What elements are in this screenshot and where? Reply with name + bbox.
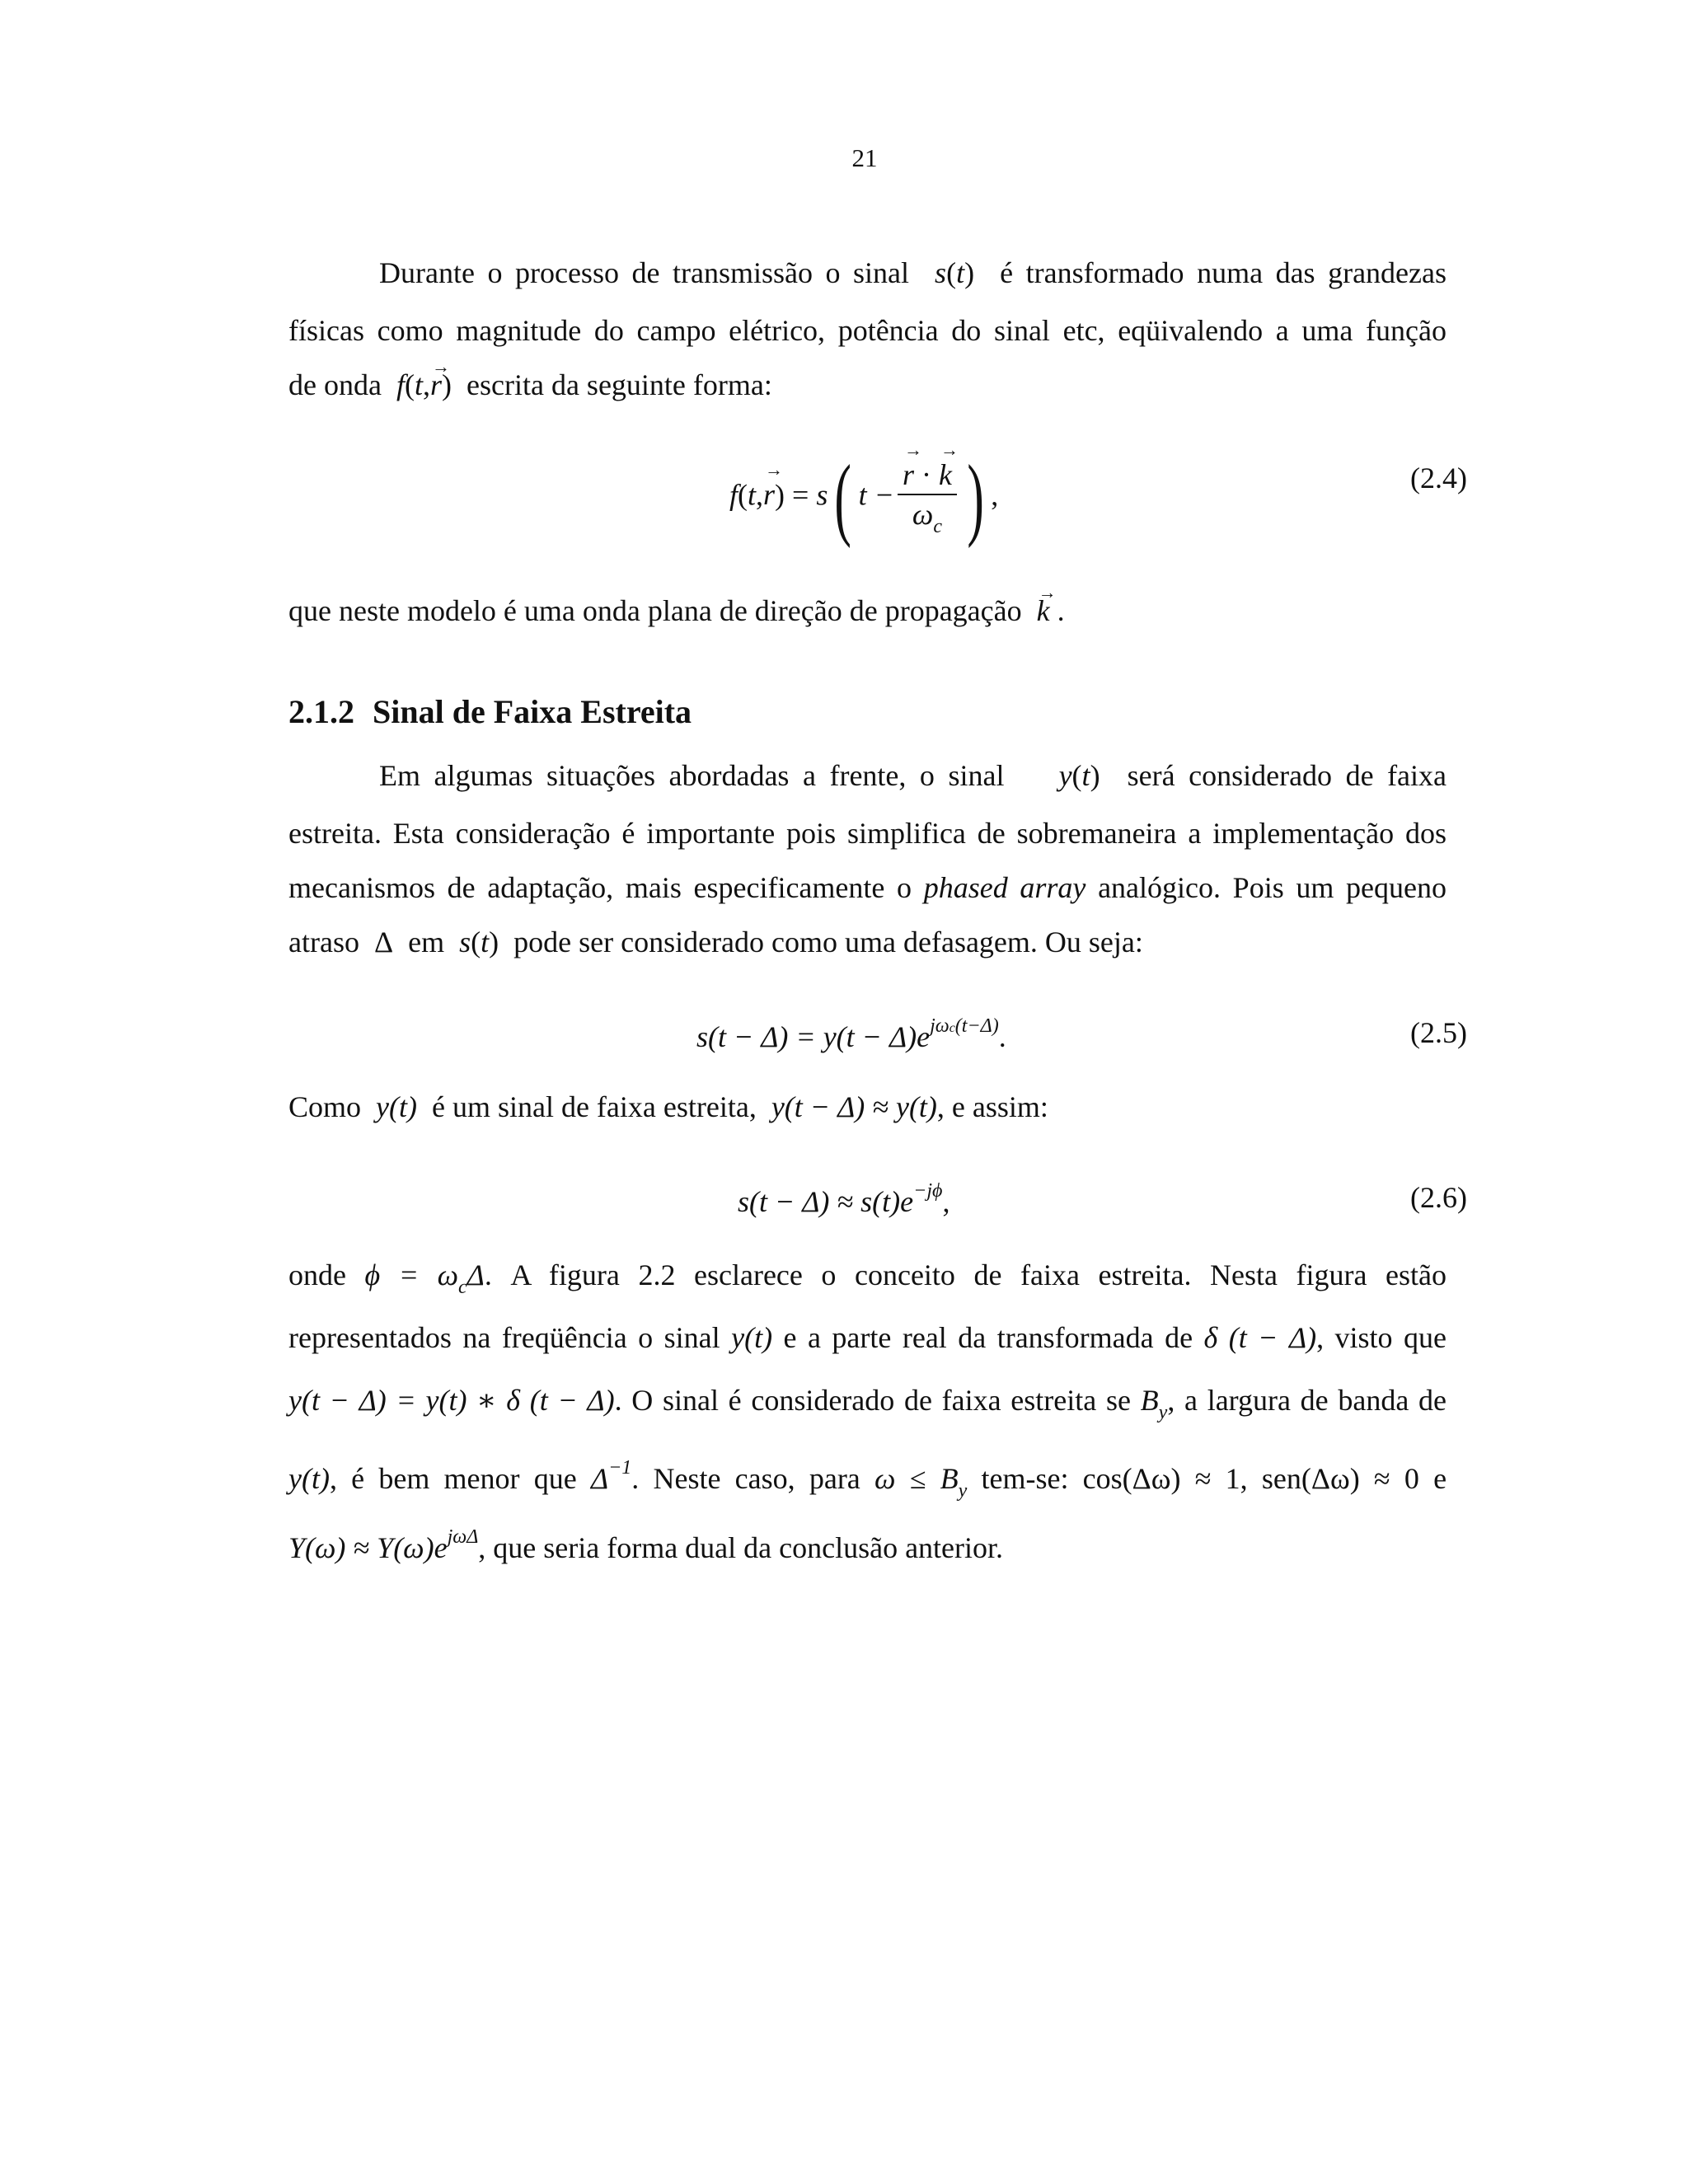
- math-y-of-t: y(t): [1058, 759, 1100, 792]
- intro-line-2: físicas como magnitude do campo elétrico, potência do sinal etc, eqüivalendo a uma função: [288, 314, 1447, 347]
- para3-line-3: y(t − Δ) = y(t) ∗ δ (t − Δ). O sinal é considerado de faixa estreita se $B_y$, a largura de banda de: [288, 1384, 1447, 1423]
- equation-2-6-body: $s(t - \Delta) \approx s(t)e^{-j\phi}$,: [738, 1180, 950, 1218]
- para2-line-2: estreita. Esta consideração é importante pois simplifica de sobremaneira a implementação dos: [288, 817, 1447, 850]
- section-title: Sinal de Faixa Estreita: [373, 693, 692, 730]
- equation-2-4: [288, 447, 1467, 556]
- equation-2-5-body: $s(t - \Delta) = y(t - \Delta)e^{j\omega c(t-\Delta)}$.: [696, 1015, 1006, 1053]
- para2-line-3: mecanismos de adaptação, mais especificamente o phased array analógico. Pois um pequeno: [288, 871, 1447, 904]
- equation-number-2-6: (2.6): [1410, 1181, 1467, 1214]
- para3-line-4: y(t), é bem menor que $\Delta^{-1}$. Neste caso, para $\omega \le B_y$ tem-se: cos(Δω) ≈ 1, sen(Δω) ≈ 0 e: [288, 1457, 1447, 1502]
- para2-line-1: Em algumas situações abordadas a frente, o sinal y(t) será considerado de faixa: [379, 759, 1447, 792]
- page-number: 21: [851, 143, 878, 172]
- fraction-r-dot-k-over-omega-c: → $\frac{r \cdot \to k}{\omega_c}$: [898, 457, 957, 538]
- math-k-vector: → k: [1037, 590, 1050, 631]
- intro-line-3: de onda f(t,→ r) escrita da seguinte forma:: [288, 364, 1447, 405]
- para2-line-4: atraso Δ em s(t) pode ser considerado como uma defasagem. Ou seja:: [288, 926, 1143, 958]
- section-number: 2.1.2: [288, 693, 354, 730]
- intro-line-1: Durante o processo de transmissão o sinal s(t) é transformado numa das grandezas: [379, 256, 1447, 289]
- math-s-of-t: s(t): [935, 256, 975, 289]
- phased-array-term: phased array: [923, 871, 1086, 904]
- math-f-of-t-r: f(t,→ r): [396, 368, 452, 401]
- equation-2-6: [288, 1180, 1467, 1230]
- para3-line-1: onde $\phi = \omega_c\Delta$. A figura 2.2 esclarece o conceito de faixa estreita. Nesta figura estão: [288, 1258, 1447, 1298]
- section-heading: [288, 692, 692, 731]
- equation-2-5: [288, 1015, 1467, 1065]
- equation-2-4-body: f(t,→ r) = s( t − → $\frac{r \cdot \to k}{\omega_c}$ ) ,: [729, 457, 998, 538]
- para3-line-2: representados na freqüência o sinal y(t) e a parte real da transformada de δ (t − Δ), visto que: [288, 1321, 1447, 1354]
- para3-line-5: $Y(\omega) \approx Y(\omega)e^{j\omega\Delta}$, que seria forma dual da conclusão anterior.: [288, 1526, 1004, 1564]
- math-s-of-t-2: s(t): [459, 926, 499, 958]
- equation-number-2-5: (2.5): [1410, 1016, 1467, 1049]
- equation-number-2-4: (2.4): [1410, 462, 1467, 494]
